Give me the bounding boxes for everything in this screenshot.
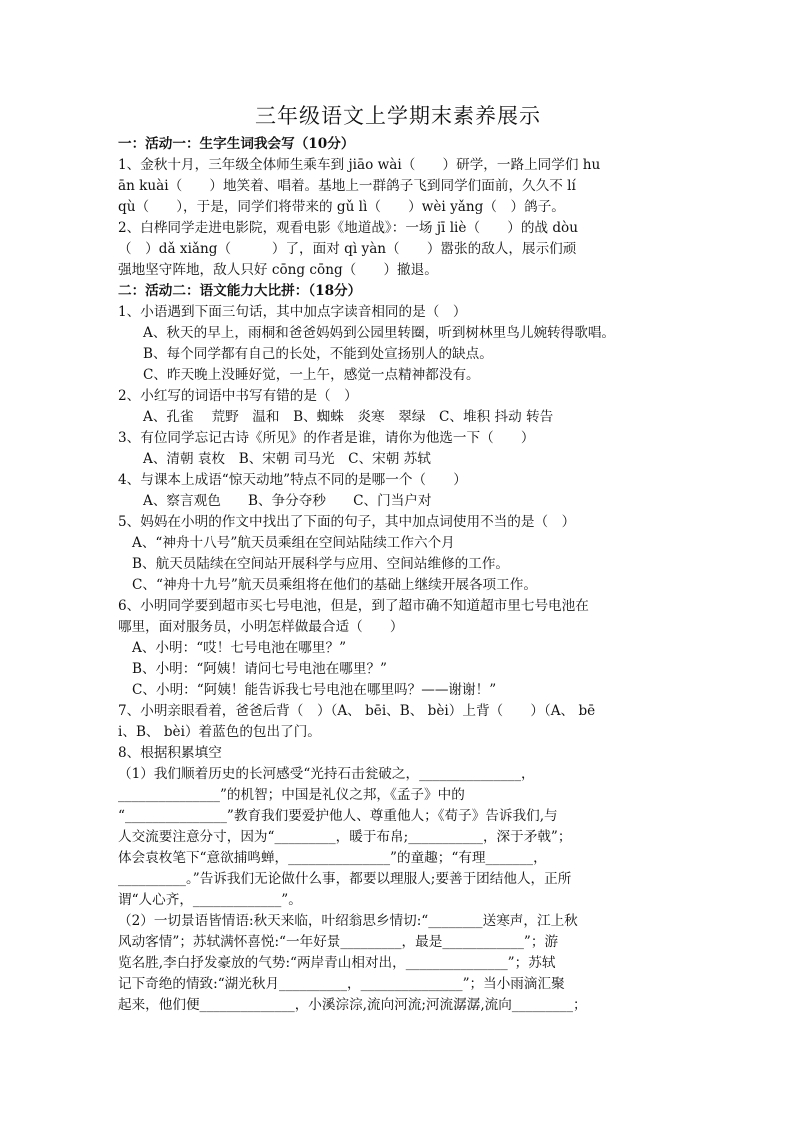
document-page — [118, 100, 678, 1016]
document-body — [118, 134, 678, 1016]
text-line: 3、有位同学忘记古诗《所见》的作者是谁，请你为他选一下（ ） — [118, 430, 535, 446]
text-line: （2）一切景语皆情语:秋天来临，叶绍翁思乡情切:“________送寒声，江上秋 — [118, 913, 578, 929]
text-line: （1）我们顺着历史的长河感受“光持石击瓮破之，_______________， — [118, 766, 535, 782]
text-line: 记下奇绝的情致:“湖光秋月__________，_______________”；当小雨滴汇聚 — [118, 976, 565, 992]
text-line: 5、妈妈在小明的作文中找出了下面的句子，其中加点词使用不当的是（ ） — [118, 514, 576, 530]
text-line: 4、与课本上成语“惊天动地”特点不同的是哪一个（ ） — [118, 472, 467, 488]
text-line: 人交流要注意分寸，因为“_________，暖于布帛;___________，深于矛戟”； — [118, 829, 572, 845]
text-line: “_______________”教育我们要爱护他人、尊重他人；《荀子》告诉我们,与 — [118, 808, 558, 824]
text-line: C、昨天晚上没睡好觉，一上午，感觉一点精神都没有。 — [143, 367, 480, 383]
text-line: C、小明：“阿姨！能告诉我七号电池在哪里吗？——谢谢！” — [132, 682, 497, 698]
text-line: 风动客情”；苏轼满怀喜悦:“一年好景_________，最是____________”；游 — [118, 934, 559, 950]
text-line: 起来，他们便______________，小溪淙淙,流向河流;河流潺潺,流向_________； — [118, 997, 587, 1013]
text-line: 1、小语遇到下面三句话，其中加点字读音相同的是（ ） — [118, 304, 467, 320]
text-line: （ ）dǎ xiǎng（ ）了，面对 qì yàn（ ）嚣张的敌人，展示们顽 — [118, 241, 577, 257]
text-line: ān kuài（ ）地笑着、唱着。基地上一群鸽子飞到同学们面前，久久不 lí — [118, 178, 576, 194]
text-line: 8、根据积累填空 — [118, 745, 222, 761]
text-line: A、小明：“哎！七号电池在哪里？” — [132, 640, 347, 656]
text-line: 体会袁枚笔下“意欲捕鸣蝉，_______________”的童趣；“有理_______， — [118, 850, 547, 866]
text-line: A、孔雀 荒野 温和 B、蜘蛛 炎寒 翠绿 C、堆积 抖动 转告 — [143, 409, 554, 425]
text-line: 2、小红写的词语中书写有错的是（ ） — [118, 388, 358, 404]
section-heading: 一：活动一：生字生词我会写（10分） — [118, 136, 355, 152]
text-line: 览名胜,李白抒发豪放的气势:“两岸青山相对出，_______________”；苏轼 — [118, 955, 556, 971]
text-line: i、B、 bèi）着蓝色的包出了门。 — [118, 724, 321, 740]
text-line: 强地坚守阵地，敌人只好 cōng cōng（ ）撤退。 — [118, 262, 438, 278]
text-line: A、秋天的早上，雨桐和爸爸妈妈到公园里转圈，听到树林里鸟儿婉转得歌唱。 — [143, 325, 616, 341]
text-line: A、“神舟十八号”航天员乘组在空间站陆续工作六个月 — [132, 535, 455, 551]
text-line: B、航天员陆续在空间站开展科学与应用、空间站维修的工作。 — [132, 556, 510, 572]
text-line: _______________”的机智；中国是礼仪之邦，《孟子》中的 — [118, 787, 465, 803]
text-line: 谓“人心齐，_____________”。 — [118, 892, 302, 908]
text-line: __________。”告诉我们无论做什么事，都要以理服人;要善于团结他人，正所 — [118, 871, 572, 887]
text-line: B、小明：“阿姨！请问七号电池在哪里？” — [132, 661, 387, 677]
text-line: qù（ ），于是，同学们将带来的 gǔ lì（ ）wèi yǎng（ ）鸽子。 — [118, 199, 565, 215]
text-line: A、清朝 袁枚 B、宋朝 司马光 C、宋朝 苏轼 — [143, 451, 431, 467]
text-line: B、每个同学都有自己的长处，不能到处宣扬别人的缺点。 — [143, 346, 493, 362]
text-line: 1、金秋十月，三年级全体师生乘车到 jiāo wài（ ）研学，一路上同学们 hu — [118, 157, 601, 173]
text-line: A、察言观色 B、争分夺秒 C、门当户对 — [143, 493, 432, 509]
text-line: 7、小明亲眼看着，爸爸后背（ ）（A、 bēi、B、 bèi）上背（ ）（A、 bē — [118, 703, 596, 719]
section-heading: 二：活动二：语文能力大比拼：（18分） — [118, 283, 362, 299]
text-line: 6、小明同学要到超市买七号电池，但是，到了超市确不知道超市里七号电池在 — [118, 598, 589, 614]
text-line: 2、白桦同学走进电影院，观看电影《地道战》：一场 jī liè（ ）的战 dòu — [118, 220, 578, 236]
text-line: 哪里，面对服务员，小明怎样做最合适（ ） — [118, 619, 404, 635]
text-line: C、“神舟十九号”航天员乘组将在他们的基础上继续开展各项工作。 — [132, 577, 537, 593]
document-title: 三年级语文上学期末素养展示 — [255, 104, 541, 128]
